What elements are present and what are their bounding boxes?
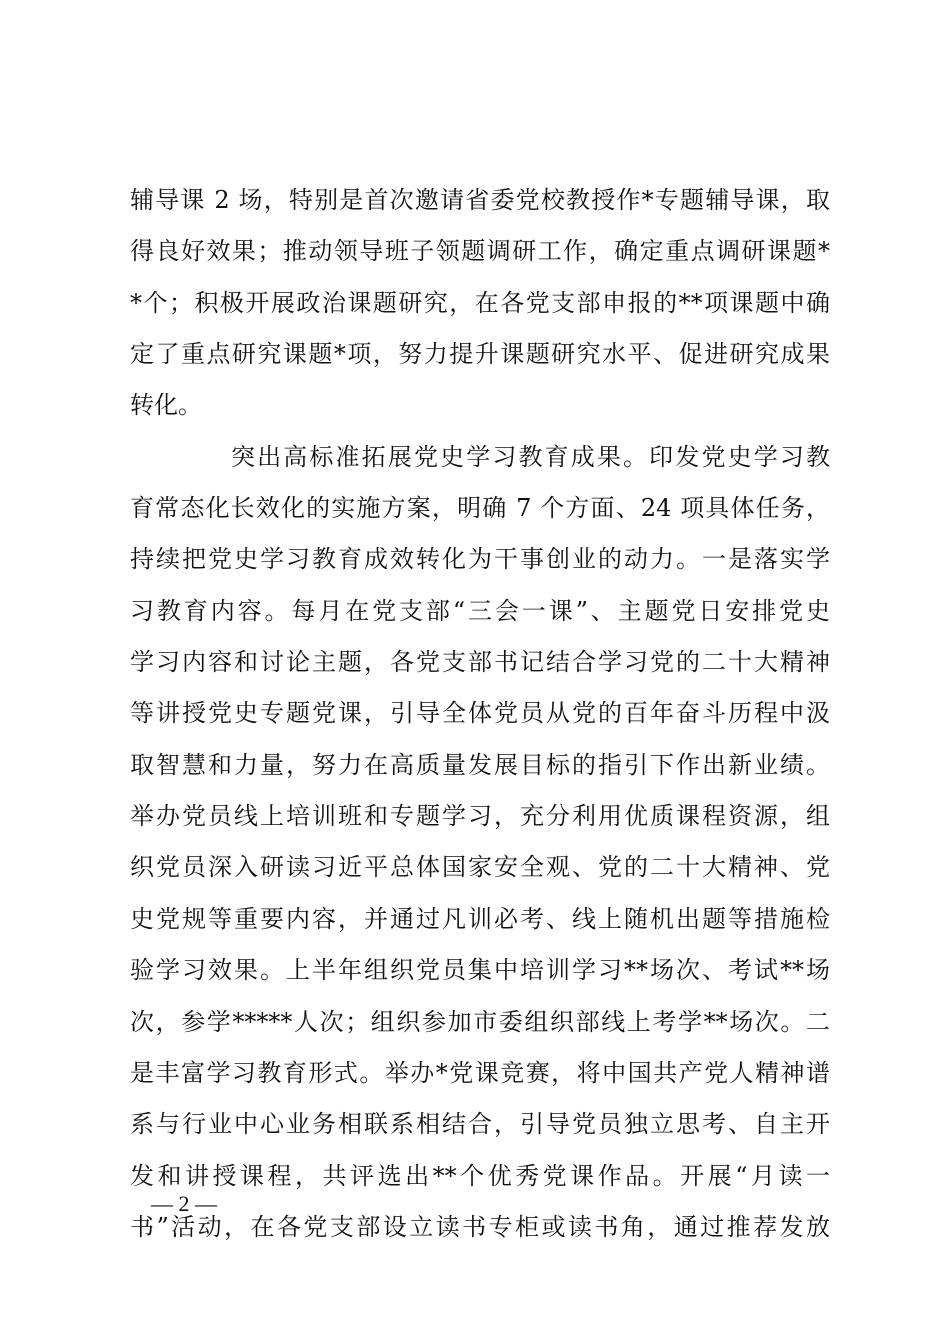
text-line: 持续把党史学习教育成效转化为干事创业的动力。一是落实学 [130, 545, 830, 574]
body-text [130, 181, 830, 1259]
text-line: 育常态化长效化的实施方案，明确 7 个方面、24 项具体任务， [130, 494, 830, 523]
text-line: 是丰富学习教育形式。举办*党课竞赛，将中国共产党人精神谱 [130, 1058, 830, 1087]
page-number: — 2 — [151, 1191, 217, 1216]
text-line: 史党规等重要内容，并通过凡训必考、线上随机出题等措施检 [130, 904, 830, 933]
text-line: 取智慧和力量，努力在高质量发展目标的指引下作出新业绩。 [130, 750, 830, 779]
text-line: 书”活动，在各党支部设立读书专柜或读书角，通过推荐发放 [130, 1212, 830, 1241]
text-line: 次，参学*****人次；组织参加市委组织部线上考学**场次。二 [130, 1007, 830, 1036]
text-line: 得良好效果；推动领导班子领题调研工作，确定重点调研课题* [130, 237, 830, 266]
text-line: 发和讲授课程，共评选出**个优秀党课作品。开展“月读一 [130, 1161, 830, 1190]
text-line: 织党员深入研读习近平总体国家安全观、党的二十大精神、党 [130, 853, 830, 882]
text-line: 学习内容和讨论主题，各党支部书记结合学习党的二十大精神 [130, 648, 830, 677]
text-line: 举办党员线上培训班和专题学习，充分利用优质课程资源，组 [130, 802, 830, 831]
text-line: 验学习效果。上半年组织党员集中培训学习**场次、考试**场 [130, 956, 830, 985]
text-line: 等讲授党史专题党课，引导全体党员从党的百年奋斗历程中汲 [130, 699, 830, 728]
paragraph-heading-line: 突出高标准拓展党史学习教育成果。印发党史学习教 [231, 442, 830, 471]
text-line: 转化。 [130, 391, 202, 420]
text-line: *个；积极开展政治课题研究，在各党支部申报的**项课题中确 [130, 288, 830, 317]
text-line: 定了重点研究课题*项，努力提升课题研究水平、促进研究成果 [130, 340, 830, 369]
text-line: 辅导课 2 场，特别是首次邀请省委党校教授作*专题辅导课，取 [130, 186, 830, 214]
text-line: 习教育内容。每月在党支部“三会一课”、主题党日安排党史 [130, 596, 830, 625]
text-line: 系与行业中心业务相联系相结合，引导党员独立思考、自主开 [130, 1110, 830, 1139]
